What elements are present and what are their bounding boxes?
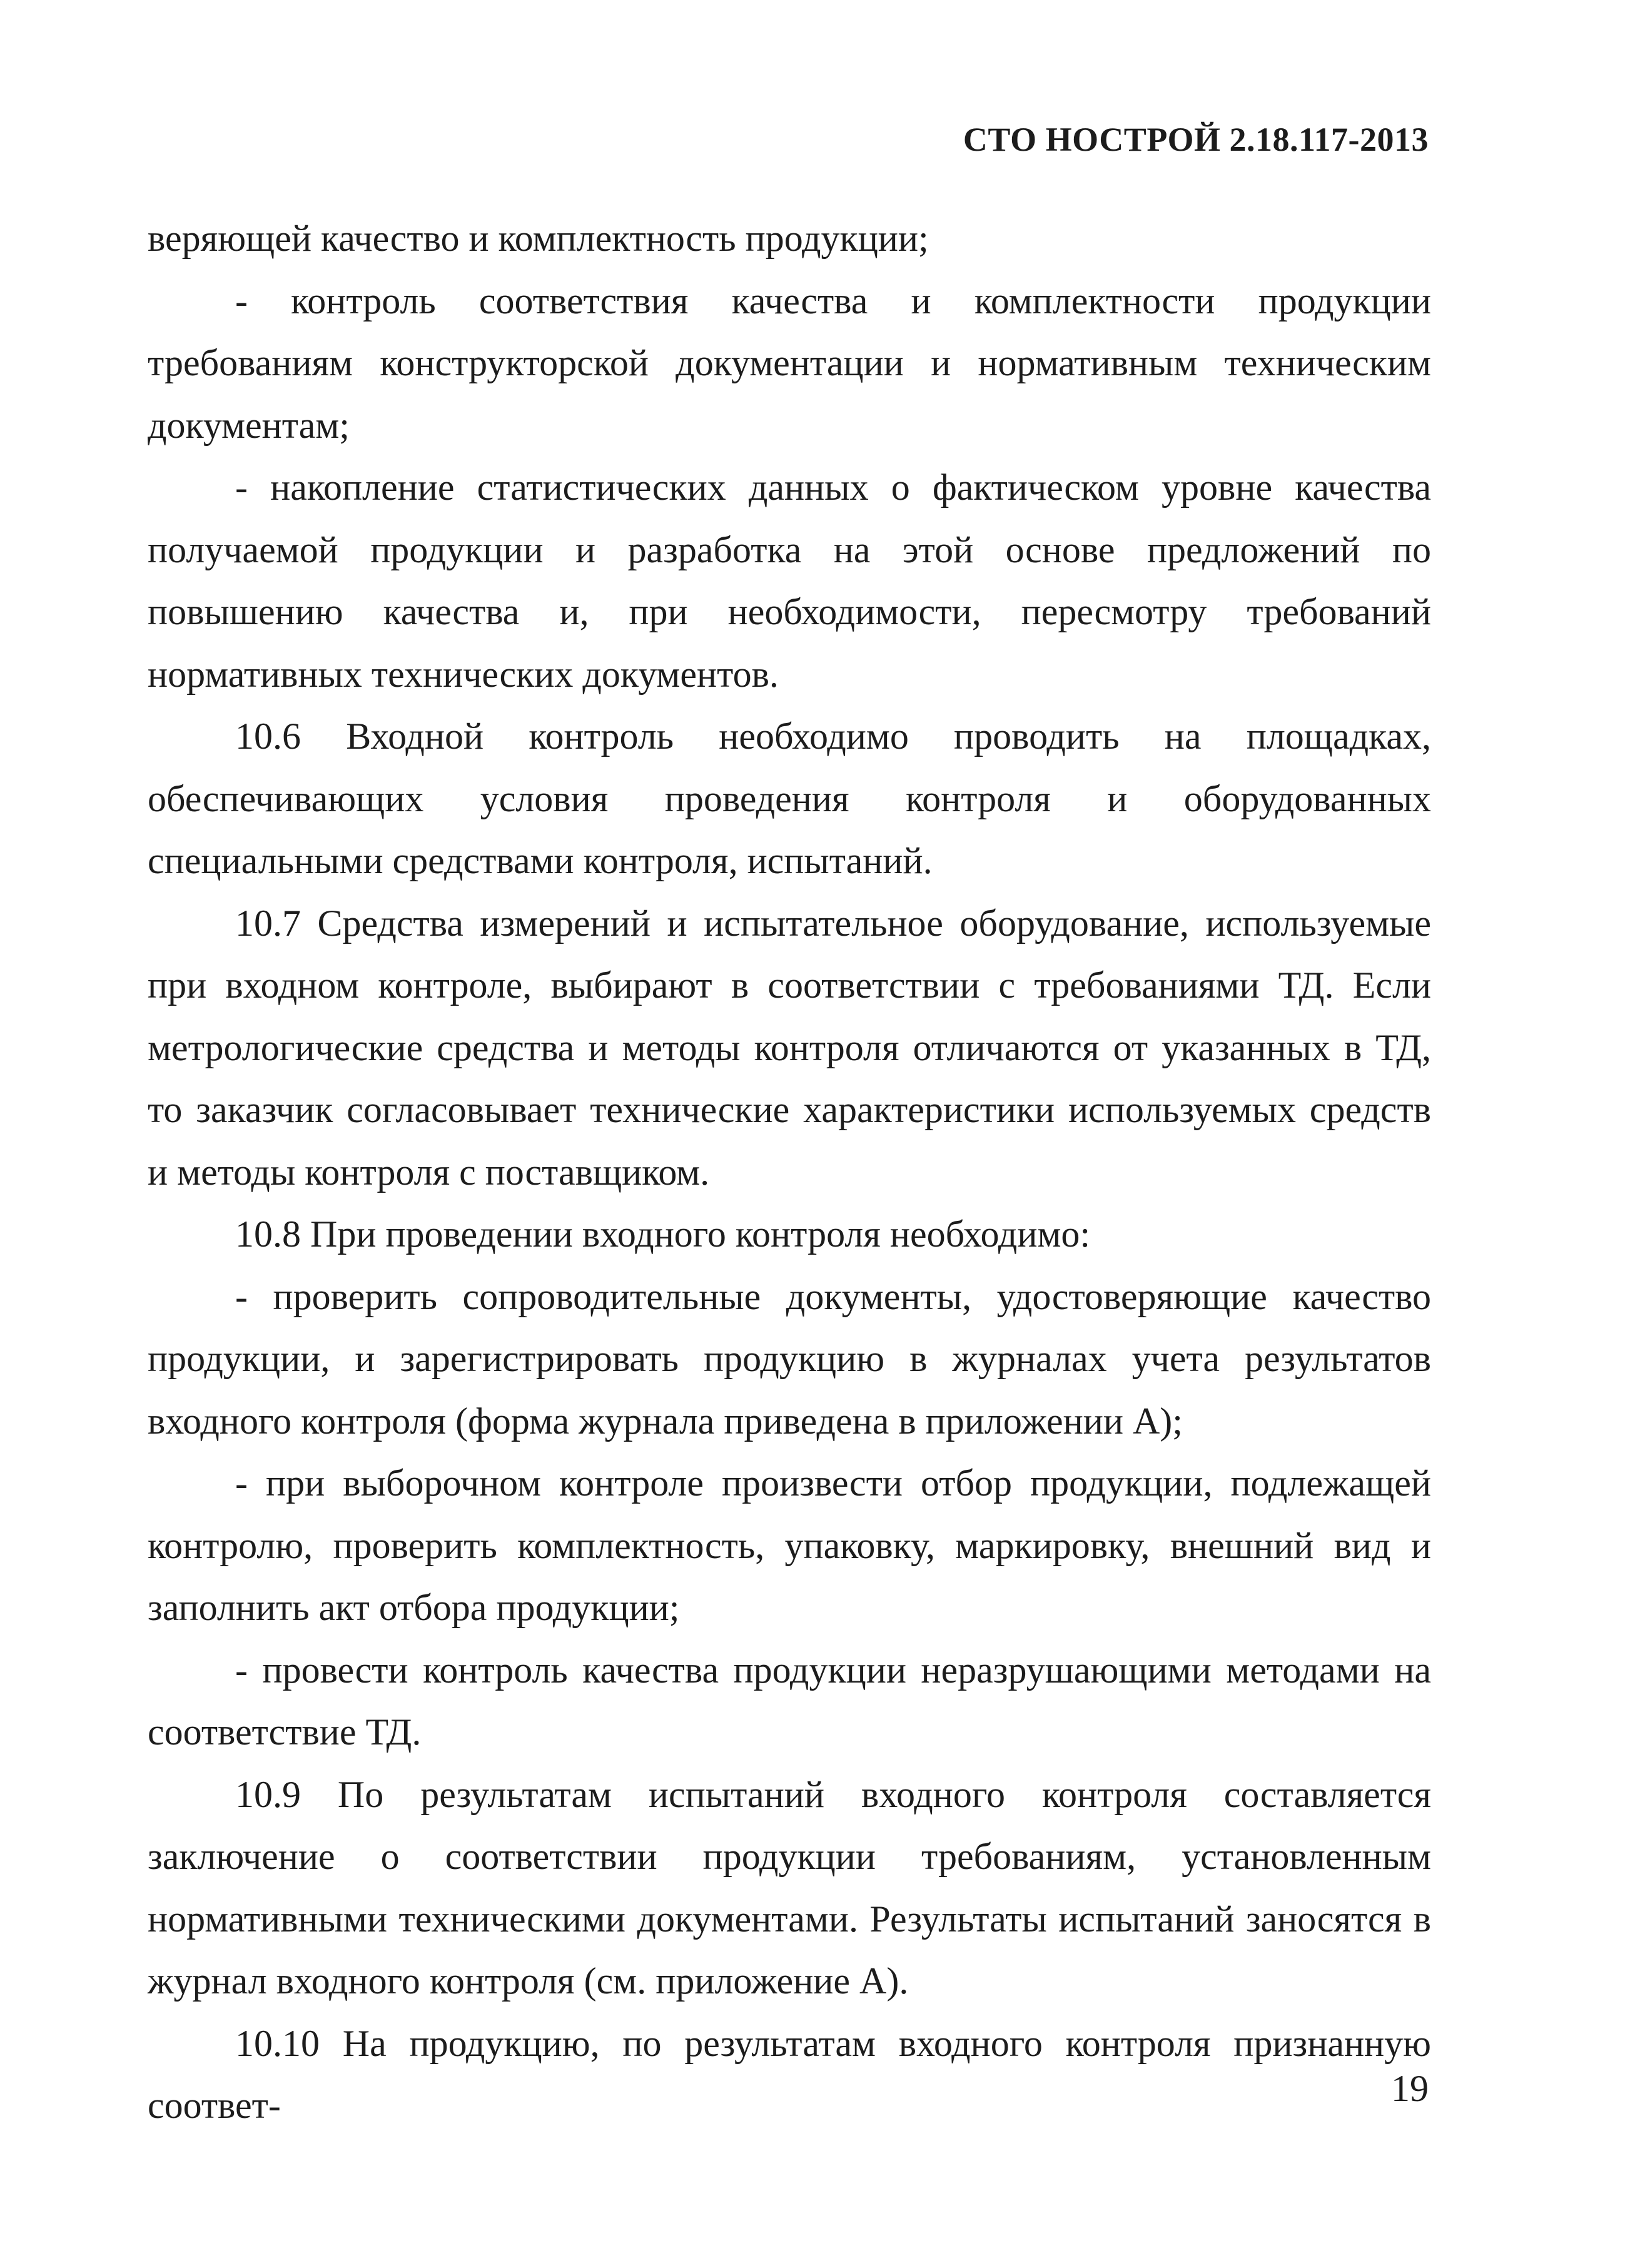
list-item-statistics: - накопление статистических данных о фактическом уровне качества получаемой продукции и разработка на этой основе предложений по повышению качества и, при необходимости, пересмотру требований нормативных технических документов. — [148, 467, 1431, 695]
body-text — [148, 208, 1431, 2137]
list-item-sampling: - при выборочном контроле произвести отбор продукции, подлежащей контролю, проверить комплектность, упаковку, маркировку, внешний вид и заполнить акт отбора продукции; — [148, 1462, 1431, 1628]
clause-10-10: 10.10 На продукцию, по результатам входного контроля признанную соответ- — [148, 2022, 1431, 2126]
list-item-check-documents: - проверить сопроводительные документы, удостоверяющие качество продукции, и зарегистрировать продукцию в журналах учета результатов входного контроля (форма журнала приведена в приложении А); — [148, 1275, 1431, 1442]
page-number: 19 — [1391, 2068, 1429, 2109]
list-item-nondestructive-testing: - провести контроль качества продукции неразрушающими методами на соответствие ТД. — [148, 1649, 1431, 1753]
document-code-header: СТО НОСТРОЙ 2.18.117-2013 — [963, 121, 1429, 158]
clause-10-8: 10.8 При проведении входного контроля необходимо: — [235, 1213, 1091, 1255]
clause-10-7: 10.7 Средства измерений и испытательное оборудование, используемые при входном контроле, выбирают в соответствии с требованиями ТД. Если метрологические средства и методы контроля отличаются от указанных в ТД, то заказчик согласовывает технические характеристики используемых средств и методы контроля с поставщиком. — [148, 902, 1431, 1193]
paragraph-continuation: веряющей качество и комплектность продукции; — [148, 218, 929, 259]
clause-10-9: 10.9 По результатам испытаний входного контроля составляется заключение о соответствии продукции требованиям, установленным нормативными техническими документами. Результаты испытаний заносятся в журнал входного контроля (см. приложение А). — [148, 1773, 1431, 2002]
clause-10-6: 10.6 Входной контроль необходимо проводить на площадках, обеспечивающих условия проведения контроля и оборудованных специальными средствами контроля, испытаний. — [148, 716, 1431, 881]
list-item-quality-control: - контроль соответствия качества и комплектности продукции требованиям конструкторской документации и нормативным техническим документам; — [148, 280, 1431, 446]
